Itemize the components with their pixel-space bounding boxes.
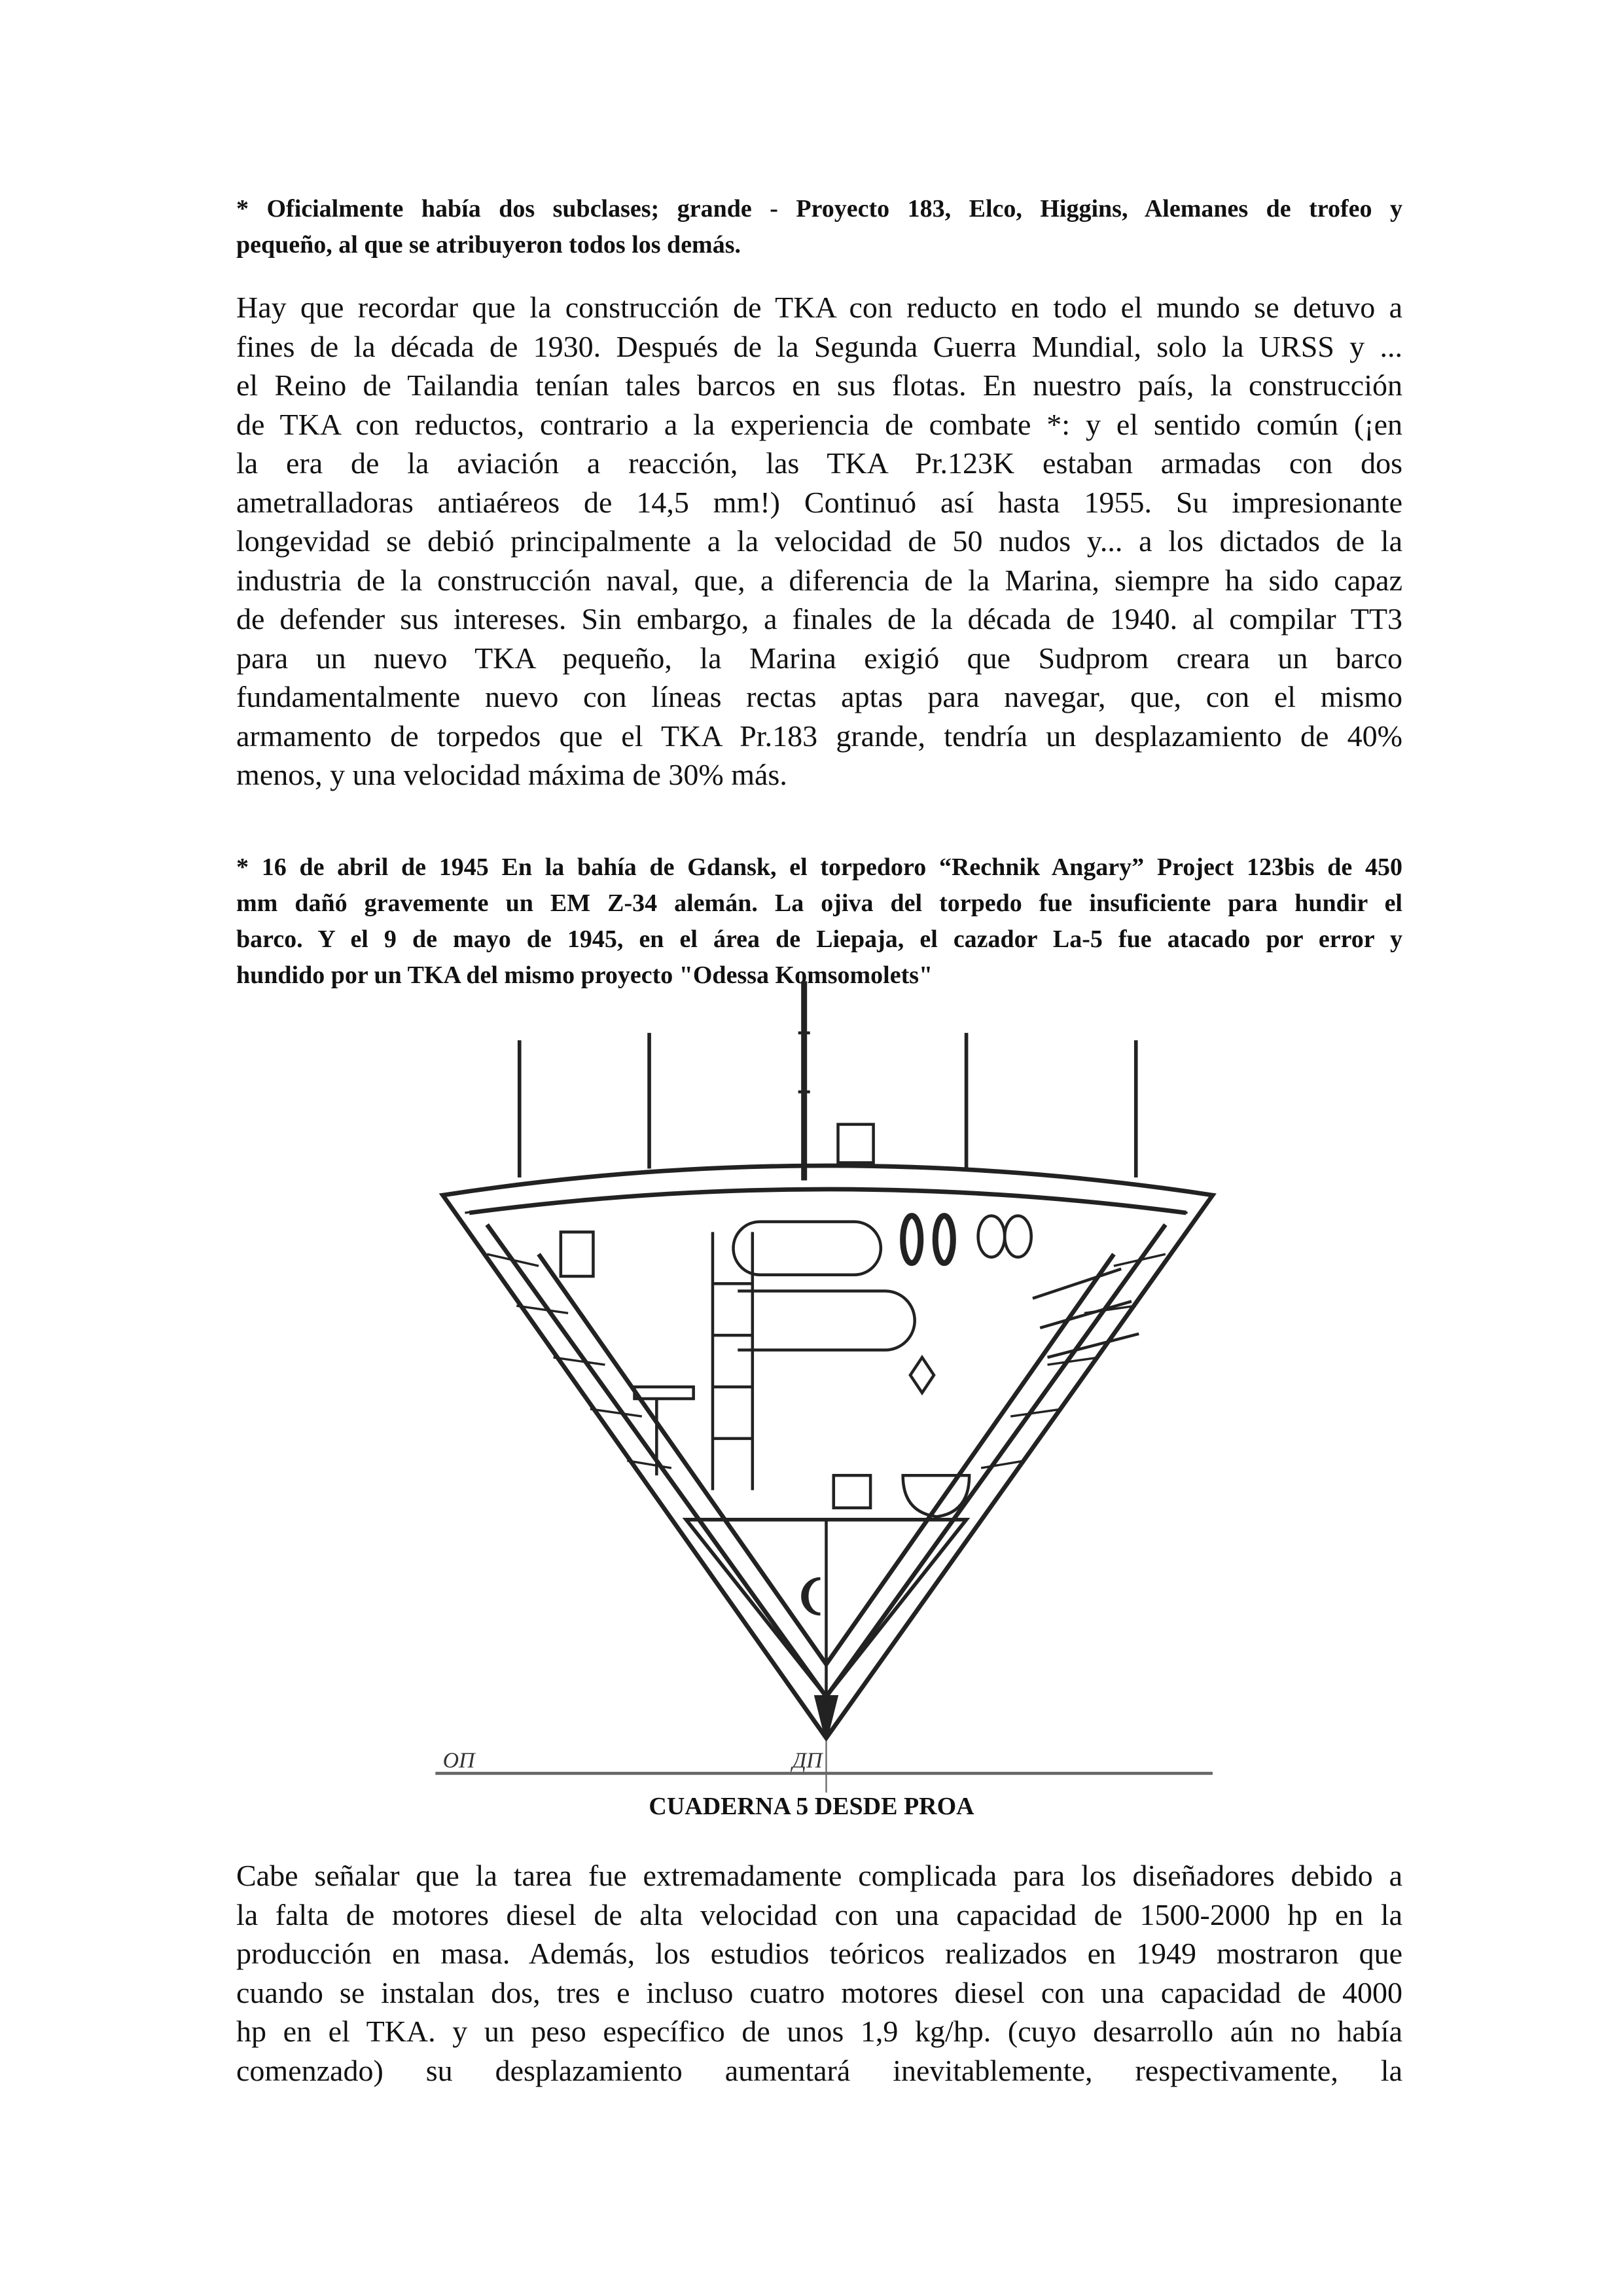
- text-line: fundamentalmente nuevo con líneas rectas aptas para navegar, que, con el mismo: [236, 680, 1402, 713]
- mast: [798, 981, 810, 1180]
- text-line: menos, y una velocidad máxima de 30% más.: [236, 758, 787, 791]
- text-line: fines de la década de 1930. Después de la Segunda Guerra Mundial, solo la URSS y ...: [236, 329, 1402, 363]
- text-line: industria de la construcción naval, que, a diferencia de la Marina, siempre ha sido capaz: [236, 563, 1402, 597]
- footnote-1945: [236, 850, 1402, 994]
- text-line: ametralladoras antiaéreos de 14,5 mm!) Continuó así hasta 1955. Su impresionante: [236, 485, 1402, 519]
- text-line: barco. Y el 9 de mayo de 1945, en el área de Liepaja, el cazador La-5 fue atacado por error y: [236, 925, 1402, 953]
- hull-cross-section-drawing: [428, 974, 1224, 1800]
- text-line: * 16 de abril de 1945 En la bahía de Gdansk, el torpedoro “Rechnik Angary” Project 123bis de 450: [236, 853, 1402, 881]
- text-line: de TKA con reductos, contrario a la experiencia de combate *: y el sentido común (¡en: [236, 407, 1402, 441]
- text-line: cuando se instalan dos, tres e incluso cuatro motores diesel con una capacidad de 4000: [236, 1975, 1402, 2009]
- text-line: armamento de torpedos que el TKA Pr.183 grande, tendría un desplazamiento de 40%: [236, 719, 1402, 753]
- text-line: Hay que recordar que la construcción de TKA con reducto en todo el mundo se detuvo a: [236, 291, 1402, 324]
- text-line: hp en el TKA. y un peso específico de unos 1,9 kg/hp. (cuyo desarrollo aún no había: [236, 2015, 1402, 2048]
- text-line: pequeño, al que se atribuyeron todos los demás.: [236, 231, 741, 259]
- figure-caption: CUADERNA 5 DESDE PROA: [649, 1793, 974, 1820]
- text-line: mm dañó gravemente un EM Z-34 alemán. La ojiva del torpedo fue insuficiente para hundir el: [236, 889, 1402, 917]
- footnote-subclasses: [236, 191, 1402, 263]
- antennas: [520, 1033, 1136, 1177]
- keel-section: [686, 1520, 966, 1738]
- text-line: la era de la aviación a reacción, las TKA Pr.123K estaban armadas con dos: [236, 446, 1402, 480]
- interior-equipment: [561, 1216, 1139, 1517]
- text-line: * Oficialmente había dos subclases; grande - Proyecto 183, Elco, Higgins, Alemanes de trofeo y: [236, 195, 1402, 223]
- text-line: hundido por un TKA del mismo proyecto "Odessa Komsomolets": [236, 961, 933, 989]
- baseline-label-op: ОП: [442, 1748, 475, 1773]
- centerline-label-dp: ДП: [792, 1748, 823, 1773]
- frame-ribs: [465, 1207, 1187, 1468]
- text-line: para un nuevo TKA pequeño, la Marina exigió que Sudprom creara un barco: [236, 641, 1402, 675]
- text-line: producción en masa. Además, los estudios teóricos realizados en 1949 mostraron que: [236, 1937, 1402, 1970]
- text-line: la falta de motores diesel de alta velocidad con una capacidad de 1500-2000 hp en la: [236, 1897, 1402, 1931]
- text-line: Cabe señalar que la tarea fue extremadamente complicada para los diseñadores debido a: [236, 1859, 1402, 1892]
- hatch-cap: [838, 1124, 874, 1163]
- paragraph-diesel: [236, 1856, 1402, 2090]
- text-line: longevidad se debió principalmente a la velocidad de 50 nudos y... a los dictados de la: [236, 524, 1402, 558]
- baseline: [435, 1741, 1213, 1793]
- text-line: de defender sus intereses. Sin embargo, a finales de la década de 1940. al compilar TT3: [236, 602, 1402, 636]
- paragraph-reducto: [236, 288, 1402, 795]
- text-line: el Reino de Tailandia tenían tales barcos en sus flotas. En nuestro país, la construcción: [236, 368, 1402, 402]
- text-line: comenzado) su desplazamiento aumentará inevitablemente, respectivamente, la: [236, 2053, 1402, 2087]
